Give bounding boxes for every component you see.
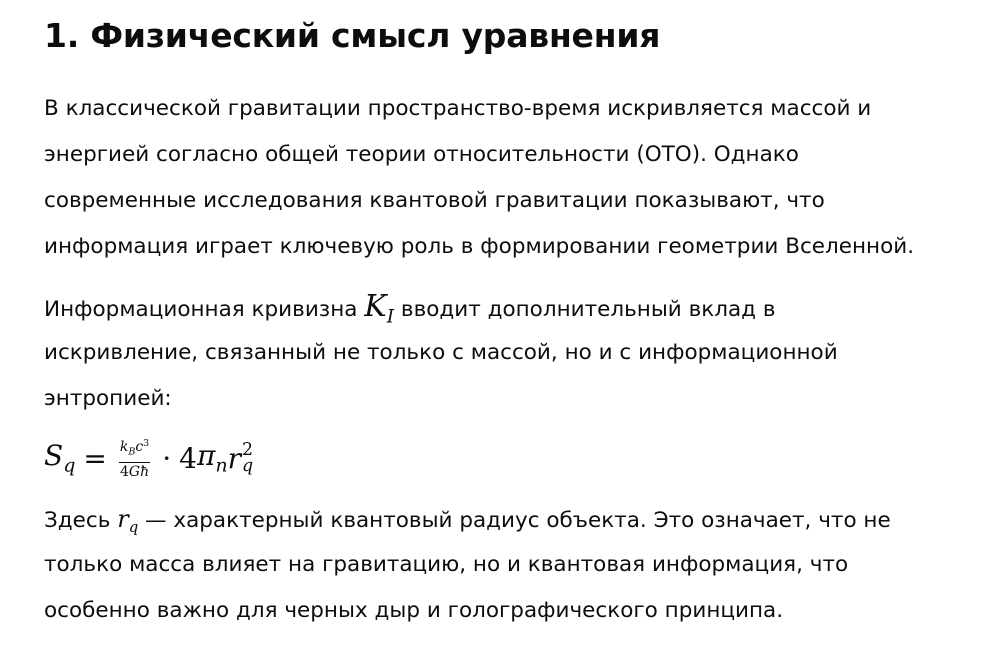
k-subscript: B (128, 446, 136, 458)
g-symbol: G (128, 463, 141, 480)
paragraph-line: искривление, связанный не только с массой, но и с информационной (44, 340, 838, 365)
paragraph-line: особенно важно для черных дыр и голографического принципа. (44, 598, 784, 623)
pi-subscript: n (215, 454, 228, 477)
k-symbol: k (119, 439, 129, 456)
fraction-denominator (120, 463, 149, 481)
lhs-subscript: q (63, 454, 76, 477)
fraction-numerator (119, 435, 150, 463)
paragraph-line (44, 284, 838, 330)
math-symbol-r-q (117, 505, 139, 537)
r-subscript: q (242, 456, 254, 476)
text-fragment: — характерный квантовый радиус объекта. Это означает, что не (138, 508, 891, 533)
paragraph-line: энергией согласно общей теории относительности (ОТО). Однако (44, 142, 799, 167)
symbol-subscript: I (386, 306, 395, 328)
c-symbol: c (135, 439, 144, 456)
symbol-main: r (117, 505, 129, 533)
paragraph-line: информация играет ключевую роль в формировании геометрии Вселенной. (44, 234, 915, 259)
entropy-formula (44, 432, 253, 484)
paragraph-information-curvature (44, 284, 838, 422)
paragraph-classical-gravity (44, 86, 914, 270)
symbol-subscript: q (128, 518, 139, 537)
text-fragment: вводит дополнительный вклад в (394, 297, 776, 322)
lhs-symbol: S (44, 439, 64, 473)
multiply-dot: · (162, 441, 172, 475)
r-symbol: r (227, 441, 242, 475)
r-term (227, 439, 254, 476)
text-fragment: Здесь (44, 508, 118, 533)
fraction (119, 435, 150, 481)
symbol-main: K (364, 289, 387, 324)
text-fragment: Информационная кривизна (44, 297, 365, 322)
paragraph-line (44, 496, 891, 542)
den-coefficient: 4 (119, 463, 129, 480)
section-heading: 1. Физический смысл уравнения (44, 16, 661, 55)
coefficient: 4 (179, 441, 197, 475)
paragraph-line: В классической гравитации пространство-время искривляется массой и (44, 96, 872, 121)
paragraph-line: современные исследования квантовой гравитации показывают, что (44, 188, 825, 213)
equals-sign: = (83, 441, 107, 475)
hbar-symbol: ħ (140, 463, 150, 480)
math-symbol-k-i (364, 289, 395, 328)
pi-symbol: π (196, 439, 216, 473)
r-exponent: 2 (242, 439, 254, 460)
paragraph-quantum-radius (44, 496, 891, 634)
r-scripts (242, 439, 254, 476)
formula-lhs (44, 439, 75, 477)
paragraph-line: энтропией: (44, 386, 172, 411)
pi-term (197, 439, 228, 477)
paragraph-line: только масса влияет на гравитацию, но и квантовая информация, что (44, 552, 849, 577)
c-exponent: 3 (143, 438, 150, 450)
